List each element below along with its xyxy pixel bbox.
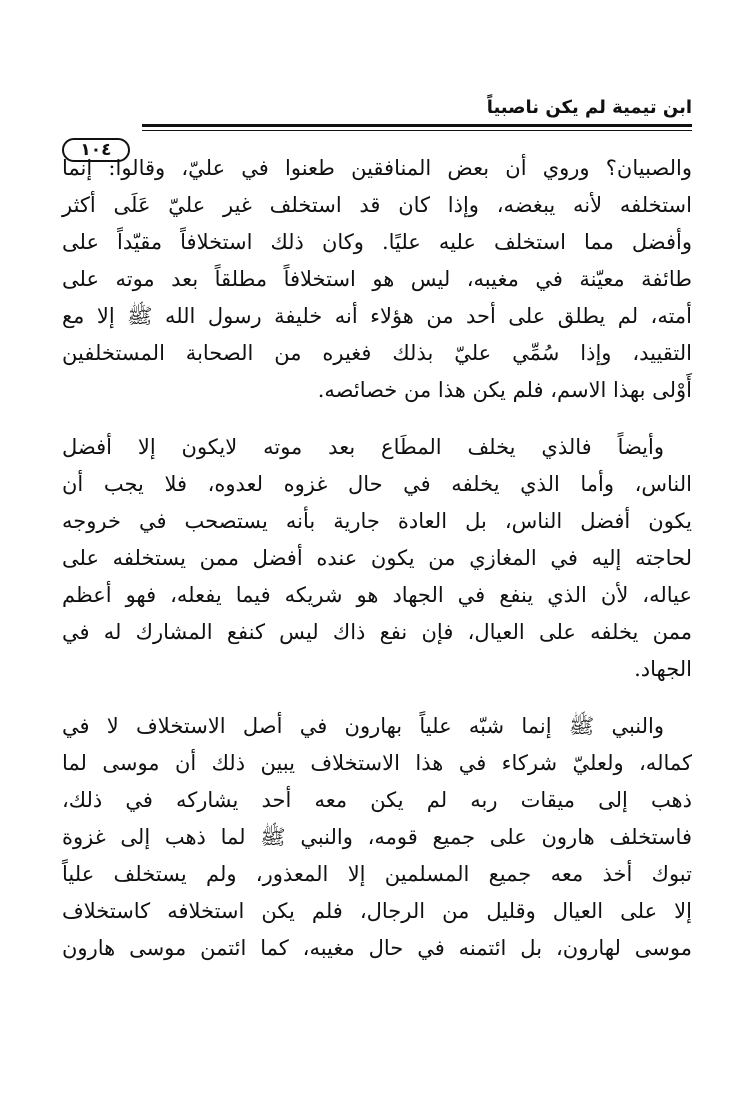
text-line: موسى لهارون، بل ائتمنه في حال مغيبه، كما ائتمن موسى هارون [62, 936, 692, 960]
text-line: وأيضاً فالذي يخلف المطَاع بعد موته لايكون إلا أفضل [62, 435, 664, 459]
header-rule [62, 124, 692, 134]
text-line: يكون أفضل الناس، بل العادة جارية بأنه يستصحب في خروجه [62, 509, 692, 533]
header-rule-thin [62, 130, 692, 131]
text-line: ذهب إلى ميقات ربه لم يكن معه أحد يشاركه في ذلك، [62, 788, 692, 812]
body-text [62, 150, 692, 967]
text-line: عياله، لأن الذي ينفع في الجهاد هو شريكه فيما يفعله، فهو أعظم [62, 583, 692, 607]
text-line: طائفة معيّنة في مغيبه، ليس هو استخلافاً مطلقاً بعد موته على [62, 267, 692, 291]
text-line: والنبي ﷺ إنما شبّه علياً بهارون في أصل الاستخلاف لا في [62, 714, 664, 738]
text-line: كماله، ولعليّ شركاء في هذا الاستخلاف يبين ذلك أن موسى لما [62, 751, 692, 775]
text-line: التقييد، وإذا سُمِّي عليّ بذلك فغيره من الصحابة المستخلفين [62, 341, 692, 365]
header-rule-thick [62, 124, 692, 127]
text-line: ممن يخلفه على العيال، فإن نفع ذاك ليس كنفع المشارك له في [62, 620, 692, 644]
text-line: والصبيان؟ وروي أن بعض المنافقين طعنوا في عليّ، وقالوا: إنما [62, 156, 692, 180]
paragraph-1 [62, 150, 692, 409]
text-line: لحاجته إليه في المغازي من يكون عنده أفضل ممن يستخلفه على [62, 546, 692, 570]
text-line: الجهاد. [634, 657, 692, 681]
page-number: ١٠٤ [62, 138, 130, 162]
text-line: إلا على العيال وقليل من الرجال، فلم يكن استخلافه كاستخلاف [62, 899, 692, 923]
page-number-container [62, 116, 142, 160]
text-line: الناس، وأما الذي يخلفه في حال غزوه لعدوه، فلا يجب أن [62, 472, 692, 496]
text-line: استخلفه لأنه يبغضه، وإذا كان قد استخلف غير عليّ عَلَى أكثر [62, 193, 692, 217]
text-line: تبوك أخذ معه جميع المسلمين إلا المعذور، ولم يستخلف علياً [62, 862, 692, 886]
text-line: أَوْلى بهذا الاسم، فلم يكن هذا من خصائصه. [317, 378, 692, 402]
paragraph-2 [62, 429, 692, 688]
text-line: فاستخلف هارون على جميع قومه، والنبي ﷺ لما ذهب إلى غزوة [62, 825, 692, 849]
text-line: وأفضل مما استخلف عليه عليًا. وكان ذلك استخلافاً مقيّداً على [62, 230, 692, 254]
paragraph-3 [62, 708, 692, 967]
running-title: ابن تيمية لم يكن ناصبياً [486, 97, 692, 118]
page-header [62, 96, 692, 160]
text-line: أمته، لم يطلق على أحد من هؤلاء أنه خليفة رسول الله ﷺ إلا مع [62, 304, 692, 328]
